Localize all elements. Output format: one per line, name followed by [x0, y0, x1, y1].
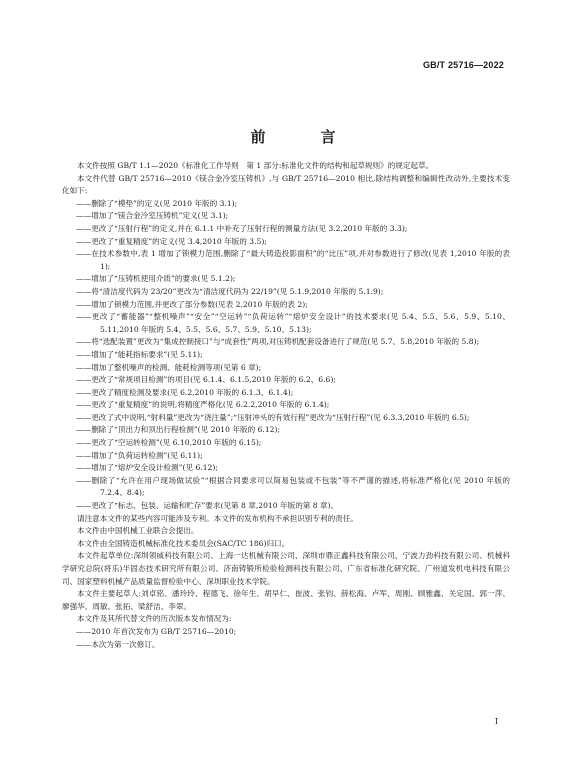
change-item: ——更改了“常规项目检测”的项目(见 6.1.4、6.1.5,2010 年版的 6.2、6.6);	[76, 375, 336, 385]
proposer: 本文件由中国机械工业联合会提出。	[77, 526, 199, 536]
change-item: ——删除了“允许在用户现场做试验”“根据合同要求可以简易包装或不包装”等不严谨的描述,将标准严格化(见 2010 年版的 7.2.4、8.4);	[76, 475, 510, 498]
change-item: ——在技术参数中,表 1 增加了锁模力范围,删除了“最大铸造投影面积”的“比压”项,并对参数进行了修改(见表 1,2010 年版的表 1);	[76, 249, 510, 271]
change-item: ——将“清洁度代码为 23/20”更改为“清洁度代码为 22/19”(见 5.1.9,2010 年版的 5.1.9);	[76, 286, 384, 296]
change-item: ——增加了“负荷运转检测”(见 6.11);	[76, 450, 203, 460]
paragraph: 本文件按照 GB/T 1.1—2020《标准化工作导则 第 1 部分:标准化文件的结构和起草规则》的规定起草。	[77, 161, 434, 170]
history-item: ——本次为第一次修订。	[76, 639, 160, 649]
patent-notice: 请注意本文件的某些内容可能涉及专利。本文件的发布机构不承担识别专利的责任。	[77, 513, 358, 523]
paragraph: 本文件代替 GB/T 25716—2010《镁合金冷室压铸机》,与 GB/T 25716—2010 相比,除结构调整和编辑性改动外,主要技术变化如下:	[62, 173, 510, 196]
page-number: I	[494, 717, 498, 726]
change-item: ——更改了“重复精度”的定义(见 3.4,2010 年版的 3.5);	[76, 236, 267, 246]
change-item: ——删除了“顶出力和顶出行程检测”(见 2010 年版的 6.12);	[76, 425, 281, 435]
committee: 本文件由全国铸造机械标准化技术委员会(SAC/TC 186)归口。	[77, 538, 290, 548]
change-item: ——更改了精度检测及要求(见 6.2,2010 年版的 6.1.3、6.1.4);	[76, 387, 294, 397]
change-item: ——增加了“压铸机使用介质”的要求(见 5.1.2);	[76, 274, 236, 284]
change-item: ——更改了“蓄能器”“整机噪声”“安全”“空运转”“负荷运转”“熔炉安全设计”的技术要求(见 5.4、5.5、5.6、5.9、5.10、5.11,2010 年版的 5.4、5.5、5.6、5.7、5.9、5.10、5.13);	[76, 312, 510, 334]
change-item: ——增加了“熔炉安全设计检测”(见 6.12);	[76, 463, 218, 473]
change-item: ——更改了“空运转检测”(见 6.10,2010 年版的 6.15);	[76, 438, 262, 448]
drafters: 本文件主要起草人:刘卓铭、潘玲玲、程德飞、徐年生、胡早仁、崔波、张钧、薛松海、卢军、周刚、顾雅鑫、关定国、郭一萍、廖强华、周敏、张拓、梁舒洁、李翠。	[62, 589, 510, 611]
change-item: ——更改了“重复精度”的说明,将精度严格化(见 6.2.2,2010 年版的 6.1.4);	[76, 400, 330, 410]
change-item: ——增加了“能耗指标要求”(见 5.11);	[76, 349, 203, 359]
change-item: ——更改了式中说明,“射料量”更改为“浇注量”;“压射冲头的有效行程”更改为“压射行程”(见 6.3.3,2010 年版的 6.5);	[76, 412, 470, 422]
foreword-body	[62, 160, 510, 651]
change-item: ——删除了“模垫”的定义(见 2010 年版的 3.1);	[76, 198, 238, 208]
change-item: ——增加了锁模力范围,并更改了部分参数(见表 2,2010 年版的表 2);	[76, 299, 308, 309]
history-item: ——2010 年首次发布为 GB/T 25716—2010;	[76, 626, 237, 636]
change-item: ——更改了“压射行程”的定义,并在 6.1.1 中补充了压射行程的测量方法(见 3.2,2010 年版的 3.3);	[76, 223, 408, 233]
page-title: 前 言	[250, 128, 356, 146]
change-item: ——更改了“标志、包装、运输和贮存”要求(见第 8 章,2010 年版的第 8 章)。	[76, 501, 339, 511]
change-item: ——增加了“镁合金冷室压铸机”定义(见 3.1);	[76, 211, 229, 221]
change-item: ——增加了整机噪声的检测、能耗检测等项(见第 6 章);	[76, 362, 262, 372]
drafting-units: 本文件起草单位:深圳领威科技有限公司、上海一达机械有限公司、深圳市鼎正鑫科技有限公司、宁波力劲科技有限公司、机械科学研究总院(将乐)半固态技术研究所有限公司、济南铸锻所检验检测科技有限公司、广东省标准化研究院、广州道发机电科技有限公司、国家塑料机械产品质量监督检验中心、深圳职业技术学院。	[62, 551, 510, 586]
change-item: ——将“选配装置”更改为“集成控制接口”与“成套性”两项,对压铸机配套设备进行了规范(见 5.7、5.8,2010 年版的 5.8);	[76, 337, 480, 347]
history-intro: 本文件及其所代替文件的历次版本发布情况为:	[77, 614, 232, 624]
document-code: GB/T 25716—2022	[422, 60, 504, 70]
